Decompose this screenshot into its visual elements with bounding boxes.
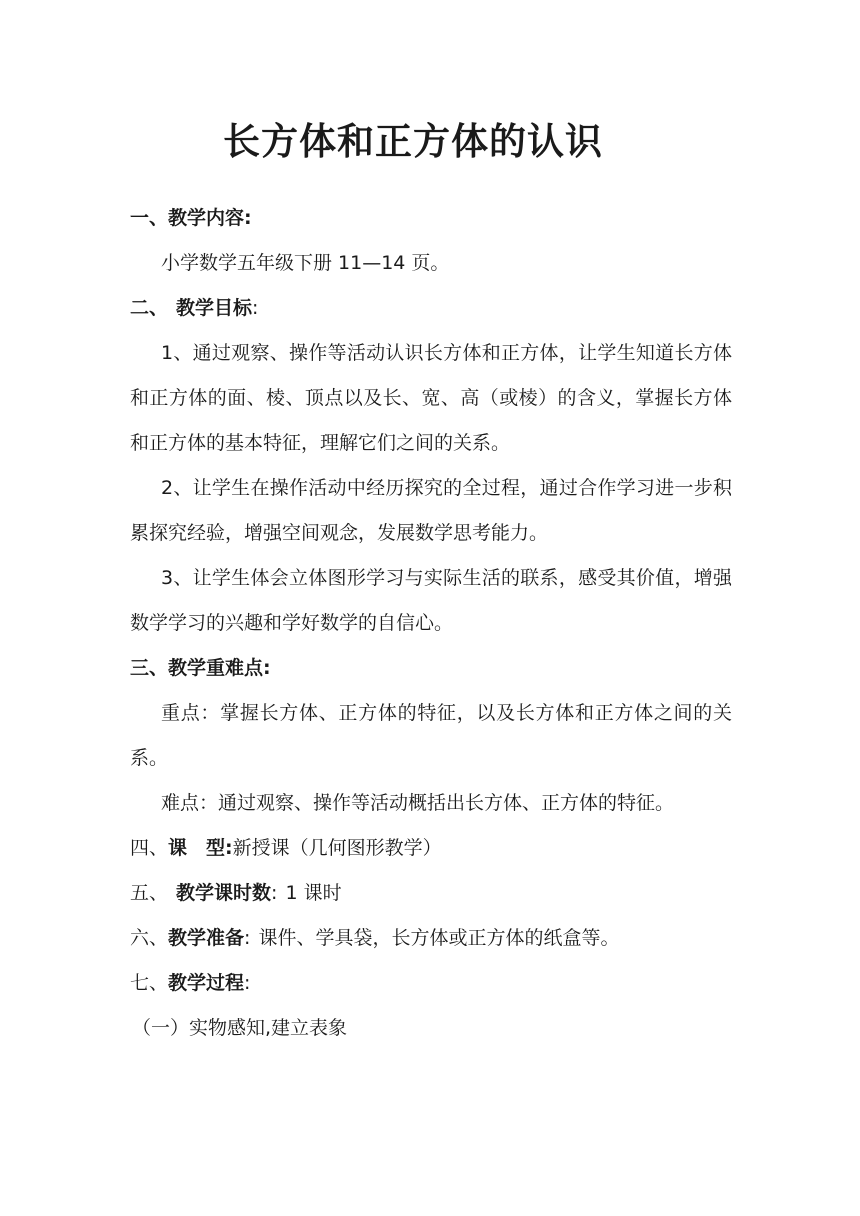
- lesson-type-value: 新授课（几何图形教学）: [232, 837, 442, 859]
- preparation-number: 六、: [130, 927, 169, 949]
- preparation-heading: 教学准备: [168, 927, 245, 949]
- objectives-number: 二、: [130, 297, 169, 319]
- process-heading: 教学过程: [168, 972, 245, 994]
- key-point-focus: 重点：掌握长方体、正方体的特征，以及长方体和正方体之间的关系。: [130, 702, 732, 769]
- objectives-colon: :: [252, 297, 259, 319]
- document-body: [130, 196, 732, 1051]
- objectives-heading: 教学目标: [176, 297, 253, 319]
- preparation-value: 课件、学具袋，长方体或正方体的纸盒等。: [258, 927, 620, 949]
- lesson-type-number: 四、: [130, 837, 169, 859]
- preparation-colon: :: [244, 927, 251, 949]
- process-number: 七、: [130, 972, 169, 994]
- section-hours: [130, 871, 732, 916]
- objective-item-2: 2、让学生在操作活动中经历探究的全过程，通过合作学习进一步积累探究经验，增强空间观念，发展数学思考能力。: [130, 477, 732, 544]
- content-text: 小学数学五年级下册 11—14 页。: [161, 252, 450, 274]
- document-title: 长方体和正方体的认识: [223, 120, 603, 163]
- section-lesson-type: [130, 826, 732, 871]
- section-heading-content: 一、教学内容:: [130, 207, 252, 229]
- section-process: [130, 961, 732, 1006]
- key-point-difficulty: 难点：通过观察、操作等活动概括出长方体、正方体的特征。: [161, 792, 675, 814]
- hours-value: 1 课时: [285, 882, 342, 904]
- process-colon: :: [244, 972, 251, 994]
- hours-colon: :: [271, 882, 278, 904]
- lesson-type-heading: 课 型:: [168, 837, 233, 859]
- section-heading-key-points: 三、教学重难点:: [130, 657, 271, 679]
- process-step-1: （一）实物感知,建立表象: [132, 1017, 348, 1039]
- objective-item-3: 3、让学生体会立体图形学习与实际生活的联系，感受其价值，增强数学学习的兴趣和学好数学的自信心。: [130, 567, 732, 634]
- hours-number: 五、: [130, 882, 169, 904]
- section-heading-objectives: [130, 286, 732, 331]
- section-preparation: [130, 916, 732, 961]
- hours-heading: 教学课时数: [176, 882, 272, 904]
- objective-item-1: 1、通过观察、操作等活动认识长方体和正方体，让学生知道长方体和正方体的面、棱、顶点以及长、宽、高（或棱）的含义，掌握长方体和正方体的基本特征，理解它们之间的关系。: [130, 342, 732, 454]
